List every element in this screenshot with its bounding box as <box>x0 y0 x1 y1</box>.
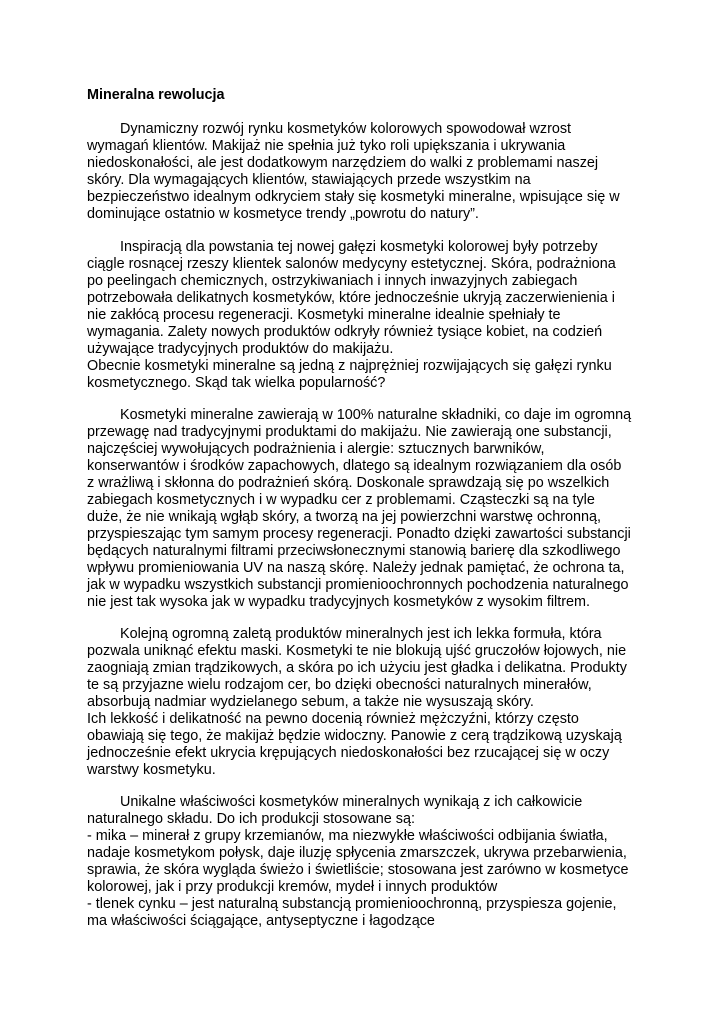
text-line: z wrażliwą i skłonna do podrażnień skórą. Doskonale sprawdzają się po wszelkich <box>87 475 610 491</box>
text-line: po peelingach chemicznych, ostrzykiwaniach i innych inwazyjnych zabiegach <box>87 273 578 289</box>
text-line: Kolejną ogromną zaletą produktów mineralnych jest ich lekka formuła, która <box>120 626 602 642</box>
text-line: nie zakłócą procesu regeneracji. Kosmetyki mineralne idealnie spełniały te <box>87 307 561 323</box>
text-line: pozwala uniknąć efektu maski. Kosmetyki te nie blokują ujść gruczołów łojowych, nie <box>87 643 627 659</box>
text-line: najczęściej wywołujących podrażnienia i alergie: sztucznych barwników, <box>87 441 545 457</box>
text-line: kosmetycznego. Skąd tak wielka popularność? <box>87 375 386 391</box>
text-line: niedoskonałości, ale jest dodatkowym narzędziem do walki z problemami naszej <box>87 155 599 171</box>
text-line: zabiegach kosmetycznych i w wypadku cer z problemami. Cząsteczki są na tyle <box>87 492 595 508</box>
text-line: sprawia, że skóra wygląda świeżo i świetliście; stosowana jest zarówno w kosmetyce <box>87 862 629 878</box>
text-line: - mika – minerał z grupy krzemianów, ma niezwykłe właściwości odbijania światła, <box>87 828 608 844</box>
text-line: Ich lekkość i delikatność na pewno docenią również mężczyźni, którzy często <box>87 711 579 727</box>
text-line: naturalnego składu. Do ich produkcji stosowane są: <box>87 811 415 827</box>
text-line: dominujące ostatnio w kosmetyce trendy „powrotu do natury”. <box>87 206 479 222</box>
text-line: Kosmetyki mineralne zawierają w 100% naturalne składniki, co daje im ogromną <box>120 407 632 423</box>
text-line: jak w wypadku wszystkich substancji promienioochronnych pochodzenia naturalnego <box>87 577 629 593</box>
text-line: warstwy kosmetyku. <box>87 762 216 778</box>
text-line: Dynamiczny rozwój rynku kosmetyków kolorowych spowodował wzrost <box>120 121 572 137</box>
text-line: potrzebowała delikatnych kosmetyków, które jednocześnie ukryją zaczerwienienia i <box>87 290 615 306</box>
text-line: ma właściwości ściągające, antyseptyczne i łagodzące <box>87 913 435 929</box>
text-line: używające tradycyjnych produktów do makijażu. <box>87 341 394 357</box>
text-line: Inspiracją dla powstania tej nowej gałęzi kosmetyki kolorowej były potrzeby <box>120 239 598 255</box>
text-line: kolorowej, jak i przy produkcji kremów, mydeł i innych produktów <box>87 879 498 895</box>
text-line: te są przyjazne wielu rodzajom cer, bo dzięki obecności naturalnych minerałów, <box>87 677 592 693</box>
text-line: jednocześnie efekt ukrycia krępujących niedoskonałości bez rzucającej się w oczy <box>87 745 610 761</box>
text-line: absorbują nadmiar wydzielanego sebum, a także nie wysuszają skóry. <box>87 694 534 710</box>
text-line: - tlenek cynku – jest naturalną substancją promienioochronną, przyspiesza gojenie, <box>87 896 617 912</box>
text-line: duże, że nie wnikają wgłąb skóry, a tworzą na jej powierzchni warstwę ochronną, <box>87 509 602 525</box>
text-line: wpływu promieniowania UV na naszą skórę. Należy jednak pamiętać, że ochrona ta, <box>87 560 625 576</box>
document-title: Mineralna rewolucja <box>87 87 225 103</box>
text-line: nie jest tak wysoka jak w wypadku tradycyjnych kosmetyków z wysokim filtrem. <box>87 594 591 610</box>
text-line: bezpieczeństwo idealnym odkryciem stały się kosmetyki mineralne, wpisujące się w <box>87 189 620 205</box>
text-line: zaogniają zmian trądzikowych, a skóra po ich użyciu jest gładka i delikatna. Produkty <box>87 660 627 676</box>
text-line: będących naturalnymi filtrami przeciwsłonecznymi stanowią barierę dla szkodliwego <box>87 543 621 559</box>
text-line: przewagę nad tradycyjnymi produktami do makijażu. Nie zawierają one substancji, <box>87 424 612 440</box>
text-line: skóry. Dla wymagających klientów, stawiających przede wszystkim na <box>87 172 531 188</box>
text-line: nadaje kosmetykom połysk, daje iluzję spłycenia zmarszczek, ukrywa przebarwienia, <box>87 845 627 861</box>
text-line: przyspieszając tym samym procesy regeneracji. Ponadto dzięki zawartości substancji <box>87 526 631 542</box>
text-line: Unikalne właściwości kosmetyków mineralnych wynikają z ich całkowicie <box>120 794 583 810</box>
text-line: konserwantów i środków zapachowych, dlatego są idealnym rozwiązaniem dla osób <box>87 458 622 474</box>
text-line: Obecnie kosmetyki mineralne są jedną z najprężniej rozwijających się gałęzi rynku <box>87 358 612 374</box>
text-line: wymagania. Zalety nowych produktów odkryły również tysiące kobiet, na codzień <box>87 324 603 340</box>
text-line: obawiają się tego, że makijaż będzie widoczny. Panowie z cerą trądzikową uzyskają <box>87 728 622 744</box>
text-line: wymagań klientów. Makijaż nie spełnia już tyko roli upiększania i ukrywania <box>87 138 566 154</box>
text-line: ciągle rosnącej rzeszy klientek salonów medycyny estetycznej. Skóra, podrażniona <box>87 256 616 272</box>
